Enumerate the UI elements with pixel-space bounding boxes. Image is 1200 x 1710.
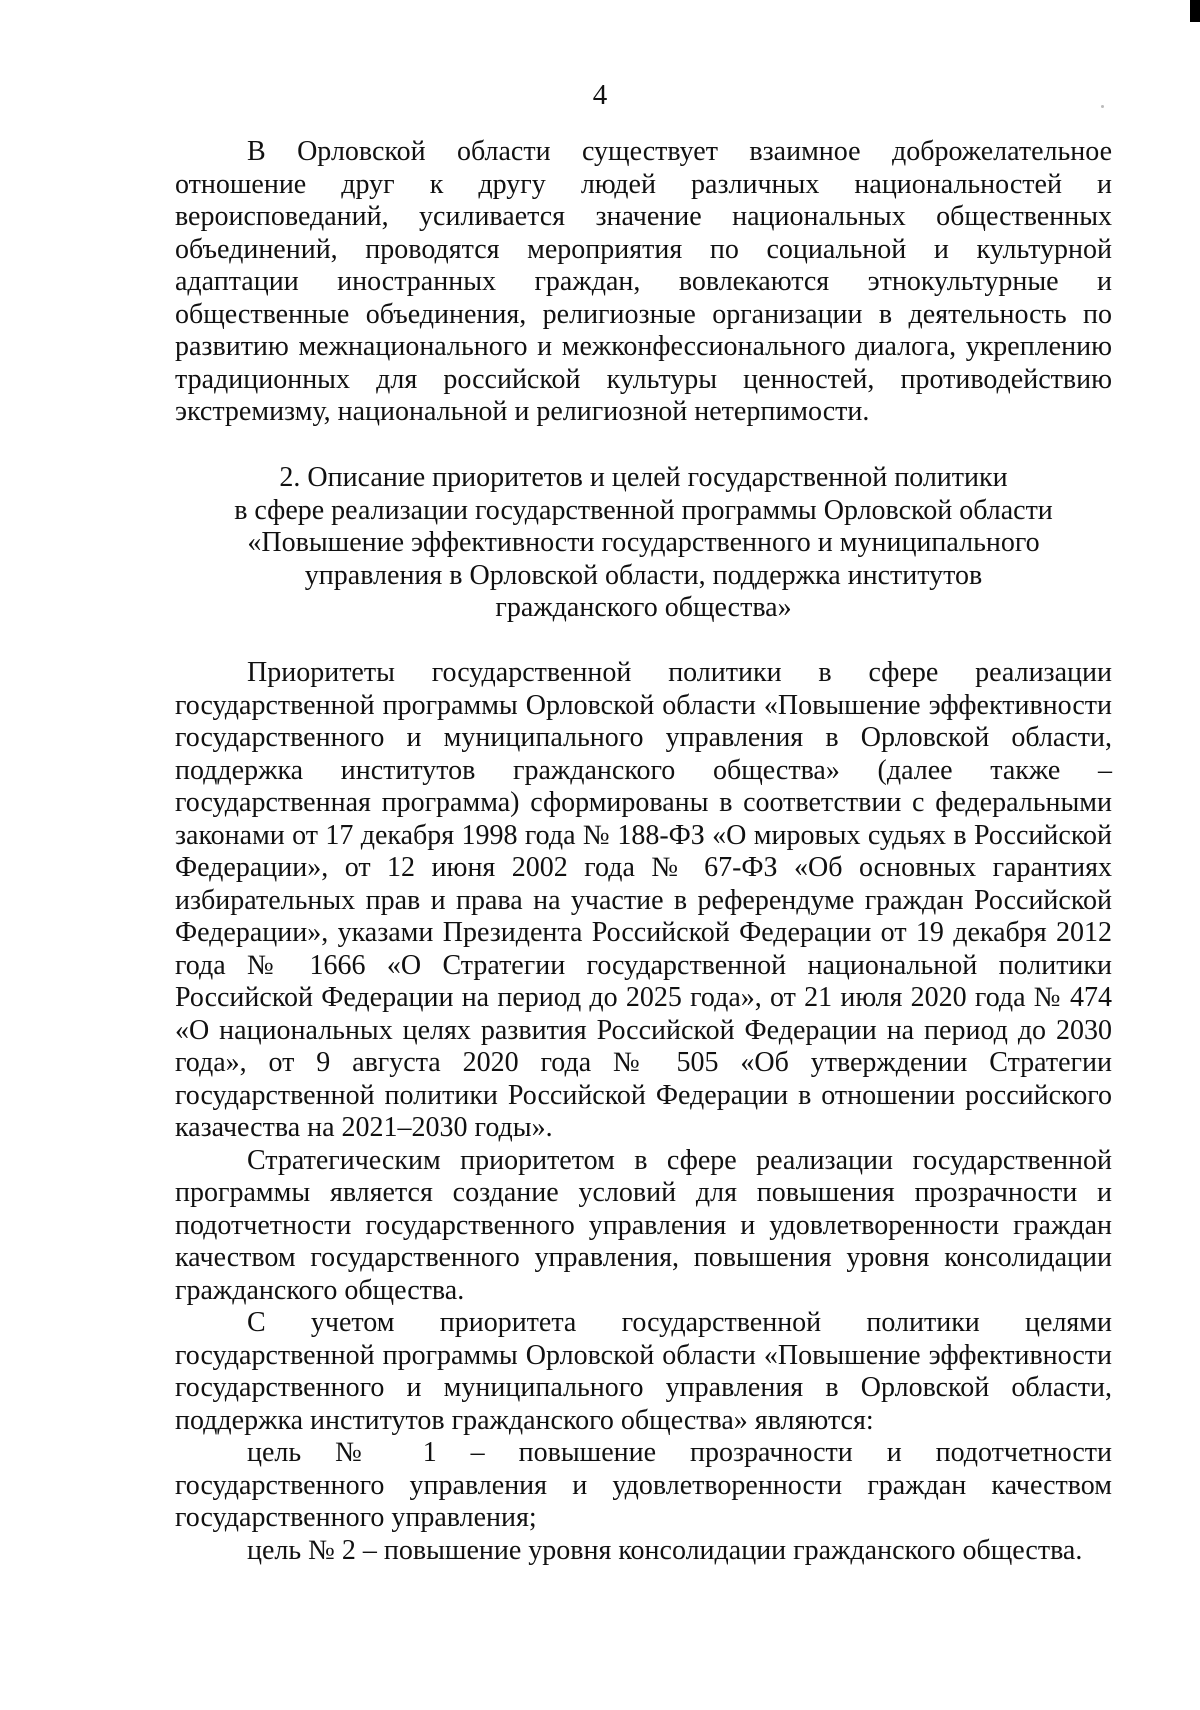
scan-artifact-mark	[1190, 0, 1200, 22]
page-number: 4	[592, 79, 608, 111]
goal-1-paragraph: цель № 1 – повышение прозрачности и подотчетности государственного управления и удовлетворенности граждан качеством государственного управления;	[175, 1437, 1112, 1533]
goal-2-paragraph: цель № 2 – повышение уровня консолидации гражданского общества.	[247, 1534, 1083, 1566]
section-heading	[175, 462, 1112, 625]
intro-paragraph: В Орловской области существует взаимное доброжелательное отношение друг к другу людей различных национальностей и вероисповеданий, усиливается значение национальных общественных объединений, проводятся мероприятия по социальной и культурной адаптации иностранных граждан, вовлекаются этнокультурные и общественные объединения, религиозные организации в деятельность по развитию межнационального и межконфессионального диалога, укреплению традиционных для российской культуры ценностей, противодействию экстремизму, национальной и религиозной нетерпимости.	[175, 136, 1112, 427]
heading-line: «Повышение эффективности государственного и муниципального	[247, 527, 1040, 558]
heading-line: в сфере реализации государственной программы Орловской области	[234, 494, 1053, 526]
heading-line: гражданского общества»	[495, 592, 792, 623]
strategic-priority-paragraph: Стратегическим приоритетом в сфере реализации государственной программы является создание условий для повышения прозрачности и подотчетности государственного управления и удовлетворенности граждан качеством государственного управления, повышения уровня консолидации гражданского общества.	[175, 1144, 1112, 1306]
goals-intro-paragraph: С учетом приоритета государственной политики целями государственной программы Орловской области «Повышение эффективности государственного и муниципального управления в Орловской области, поддержка институтов гражданского общества» являются:	[175, 1307, 1112, 1436]
heading-line: 2. Описание приоритетов и целей государственной политики	[279, 462, 1008, 493]
heading-line: управления в Орловской области, поддержка институтов	[304, 559, 983, 591]
intro-block	[175, 136, 1112, 429]
section-body	[175, 657, 1112, 1567]
priorities-paragraph: Приоритеты государственной политики в сфере реализации государственной программы Орловской области «Повышение эффективности государственного и муниципального управления в Орловской области, поддержка институтов гражданского общества» (далее также – государственная программа) сформированы в соответствии с федеральными законами от 17 декабря 1998 года № 188-ФЗ «О мировых судьях в Российской Федерации», от 12 июня 2002 года № 67-ФЗ «Об основных гарантиях избирательных прав и права на участие в референдуме граждан Российской Федерации», указами Президента Российской Федерации от 19 декабря 2012 года № 1666 «О Стратегии государственной национальной политики Российской Федерации на период до 2025 года», от 21 июля 2020 года № 474 «О национальных целях развития Российской Федерации на период до 2030 года», от 9 августа 2020 года № 505 «Об утверждении Стратегии государственной политики Российской Федерации в отношении российского казачества на 2021–2030 годы».	[175, 657, 1112, 1143]
